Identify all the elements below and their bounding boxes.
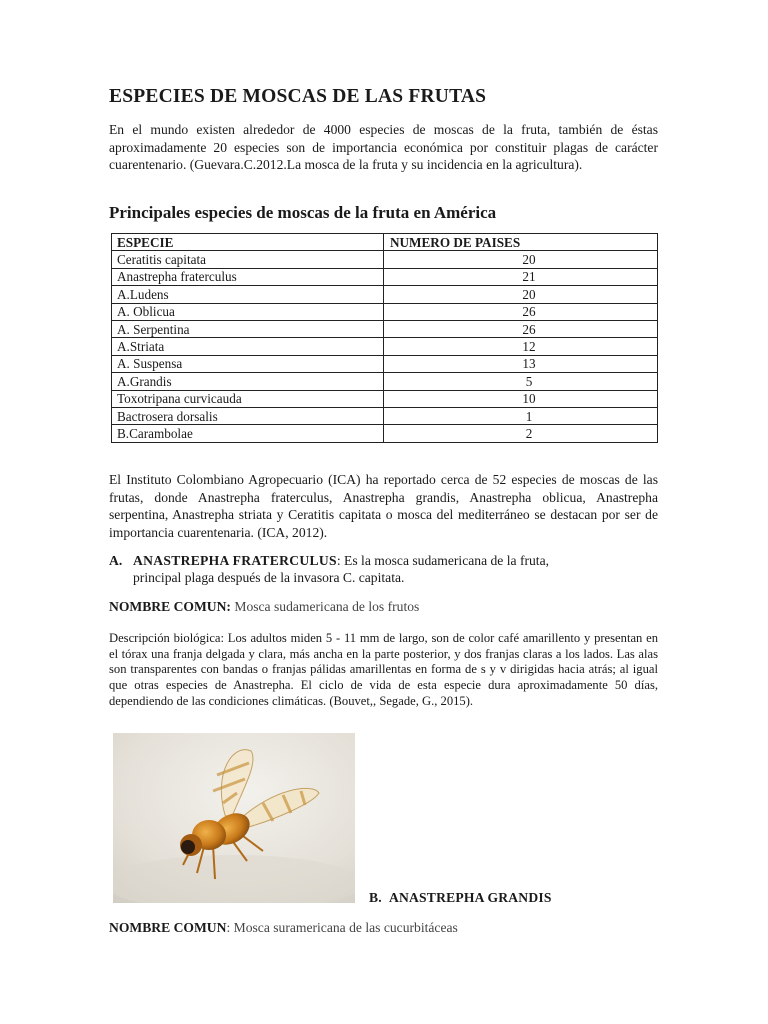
page-title: ESPECIES DE MOSCAS DE LAS FRUTAS — [109, 86, 487, 107]
section-b-letter: B. — [369, 890, 382, 905]
table-header-row — [112, 234, 658, 251]
table-row — [112, 286, 658, 303]
table-row — [112, 407, 658, 424]
species-name-cell: A.Ludens — [112, 286, 384, 303]
intro-paragraph: En el mundo existen alrededor de 4000 especies de moscas de la fruta, también de éstas aproximadamente 20 especies son de importancia económica por constituir plagas de carácter cuarentenario. (Guevara.C.2012.La mosca de la fruta y su incidencia en la agricultura). — [109, 122, 658, 172]
country-count-cell: 1 — [384, 407, 658, 424]
table-row — [112, 390, 658, 407]
species-name-cell: Anastrepha fraterculus — [112, 268, 384, 285]
species-table — [111, 233, 658, 443]
header-especie: ESPECIE — [112, 234, 384, 251]
section-b-common-name — [109, 920, 458, 936]
species-name-cell: Toxotripana curvicauda — [112, 390, 384, 407]
table-row — [112, 303, 658, 320]
species-name-cell: A.Striata — [112, 338, 384, 355]
country-count-cell: 12 — [384, 338, 658, 355]
section-b-heading — [369, 890, 552, 906]
common-name-value: Mosca sudamericana de los frutos — [230, 599, 420, 614]
table-row — [112, 268, 658, 285]
country-count-cell: 20 — [384, 251, 658, 268]
table-row — [112, 373, 658, 390]
section-b-name: ANASTREPHA GRANDIS — [389, 890, 552, 905]
species-name-cell: A. Serpentina — [112, 320, 384, 337]
species-name-cell: A.Grandis — [112, 373, 384, 390]
section-a-heading — [109, 552, 658, 570]
country-count-cell: 26 — [384, 303, 658, 320]
fruit-fly-photo — [113, 733, 355, 903]
country-count-cell: 2 — [384, 425, 658, 442]
country-count-cell: 26 — [384, 320, 658, 337]
section-a-common-name — [109, 599, 419, 615]
species-name-cell: A. Oblicua — [112, 303, 384, 320]
table-row — [112, 355, 658, 372]
species-name-cell: B.Carambolae — [112, 425, 384, 442]
table-row — [112, 338, 658, 355]
country-count-cell: 5 — [384, 373, 658, 390]
section-a-desc-line1: : Es la mosca sudamericana de la fruta, — [336, 553, 549, 568]
species-name-cell: Ceratitis capitata — [112, 251, 384, 268]
country-count-cell: 20 — [384, 286, 658, 303]
common-name-label: NOMBRE COMUN — [109, 920, 227, 935]
table-row — [112, 251, 658, 268]
section-a-desc-line2: principal plaga después de la invasora C. capitata. — [133, 570, 405, 585]
biological-description: Descripción biológica: Los adultos miden 5 - 11 mm de largo, son de color café amarillento y presentan en el tórax una franja delgada y clara, más ancha en la parte posterior, y dos franjas claras a los lados. Las alas son transparentes con bandas o franjas pálidas amarillentas en forma de s y v dirigidas hacia atrás; al igual que otras especies de Anastrepha. El ciclo de vida de esta especie dura aproximadamente 50 días, dependiendo de las condiciones climáticas. (Bouvet,, Segade, G., 2015). — [109, 631, 658, 708]
common-name-value: : Mosca suramericana de las cucurbitáceas — [226, 920, 458, 935]
species-name-cell: A. Suspensa — [112, 355, 384, 372]
common-name-label: NOMBRE COMUN: — [109, 599, 231, 614]
header-numero-paises: NUMERO DE PAISES — [384, 234, 658, 251]
table-title: Principales especies de moscas de la fruta en América — [109, 203, 497, 222]
section-a-name: ANASTREPHA FRATERCULUS — [133, 553, 337, 568]
section-a-letter: A. — [109, 553, 123, 568]
table-row — [112, 320, 658, 337]
country-count-cell: 13 — [384, 355, 658, 372]
table-row — [112, 425, 658, 442]
country-count-cell: 21 — [384, 268, 658, 285]
species-name-cell: Bactrosera dorsalis — [112, 407, 384, 424]
country-count-cell: 10 — [384, 390, 658, 407]
ica-paragraph: El Instituto Colombiano Agropecuario (ICA) ha reportado cerca de 52 especies de moscas de las frutas, donde Anastrepha fraterculus, Anastrepha grandis, Anastrepha oblicua, Anastrepha serpentina, Anastrepha striata y Ceratitis capitata o mosca del mediterráneo se destacan por ser de importancia cuarentenaria. (ICA, 2012). — [109, 472, 658, 540]
